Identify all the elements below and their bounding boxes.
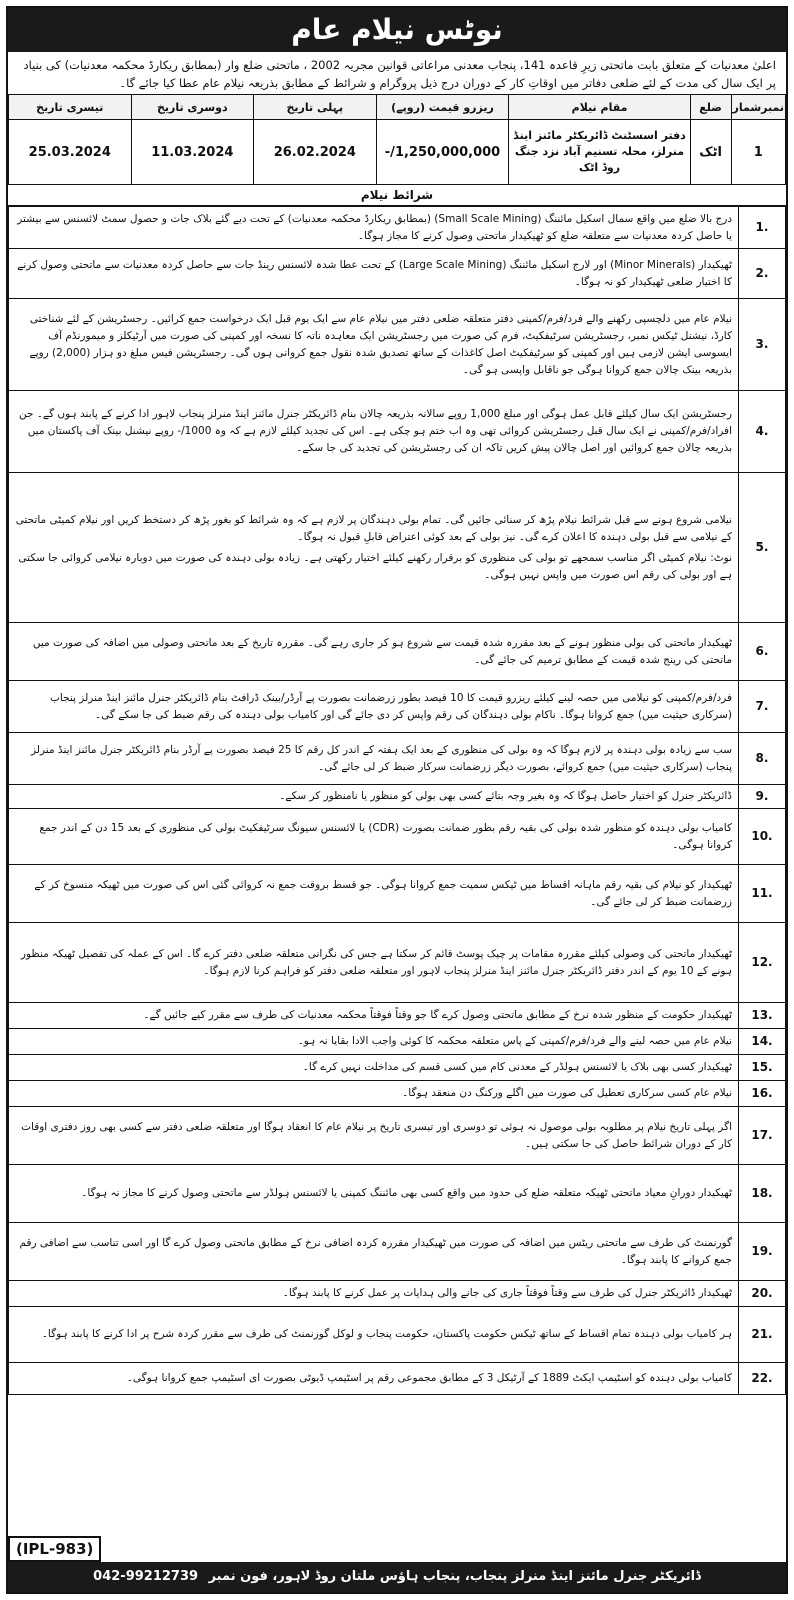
- term-text: [9, 391, 739, 473]
- term-row: [9, 785, 786, 809]
- term-text: [9, 249, 739, 299]
- term-text: [9, 1107, 739, 1165]
- notice-intro: اعلیٰ معدنیات کے متعلق بابت ماتحتی زیرِ قاعدہ 141، پنجاب معدنی مراعاتی قوانین مجریہ 2002 ، ماتحتی ضلع وار (بمطابق ریکارڈ محکمہ معدنیات) کی بنیاد پر ایک سال کی مدت کے لئے ضلعی دفاتر میں اوقاتِ کار کے دوران درج ذیل پروگرام و شرائط کے مطابق بذریعہ نیلام عام عطا کیا جائے گا۔: [23, 58, 776, 90]
- term-text: [9, 923, 739, 1003]
- header-district: ضلع: [690, 95, 731, 120]
- footer-text: ڈائریکٹر جنرل مائنز اینڈ منرلز پنجاب، پنجاب ہاؤس ملتان روڈ لاہور، فون نمبر: [208, 1569, 701, 1584]
- term-row: [9, 1081, 786, 1107]
- term-text: [9, 1307, 739, 1363]
- header-first-date: پہلی تاریخ: [254, 95, 377, 120]
- term-body: ٹھیکیدار دورانِ معیاد ماتحتی ٹھیکہ متعلقہ ضلع کی حدود میں واقع کسی بھی مائننگ کمپنی یا لائسنس ہولڈر سے ماتحتی وصول کرنے کا مجاز نہ ہوگا۔: [81, 1187, 732, 1199]
- term-number: 21.: [739, 1307, 786, 1363]
- term-row: [9, 249, 786, 299]
- term-body: ٹھیکیدار ماتحتی کی بولی منظور ہونے کے بعد مقررہ شدہ قیمت سے شروع ہو کر جاری رہے گی۔ مقررہ تاریخ کے بعد ماتحتی وصولی میں اضافہ کی صورت میں ماتحتی کی رینج شدہ قیمت کے مطابق ترمیم کی جائے گی۔: [32, 636, 732, 666]
- term-row: [9, 733, 786, 785]
- term-row: [9, 1055, 786, 1081]
- term-text: [9, 623, 739, 681]
- header-reserve: ریزرو قیمت (روپے): [376, 95, 509, 120]
- term-number: 17.: [739, 1107, 786, 1165]
- term-row: [9, 207, 786, 249]
- term-number: 20.: [739, 1281, 786, 1307]
- term-number: 1.: [739, 207, 786, 249]
- term-body: گورنمنٹ کی طرف سے ماتحتی ریٹس میں اضافہ کی صورت میں ٹھیکیدار مقررہ کردہ اضافی نرخ کے مطابق ماتحتی وصول کرے گا اور اسی تناسب سے اضافی رقم جمع کروانے کا پابند ہوگا۔: [19, 1236, 732, 1266]
- terms-title: شرائط نیلام: [8, 185, 786, 206]
- term-number: 13.: [739, 1003, 786, 1029]
- term-row: [9, 473, 786, 623]
- header-second-date: دوسری تاریخ: [131, 95, 254, 120]
- term-body: رجسٹریشن ایک سال کیلئے قابل عمل ہوگی اور مبلغ 1,000 روپے سالانہ بذریعہ چالان بنام ڈائریکٹر جنرل مائنز اینڈ منرلز پنجاب لاہور ادا کرنے کے پابند ہوں گے۔ جن افراد/فرم/کمپنی نے ایک سال قبل رجسٹریشن کروائی تھی وہ اب ختم ہو چکی ہے۔ اس کی تجدید کیلئے لازم ہے کہ وہ 1000/- روپے نیشنل بینک آف پاکستان میں بذریعہ چالان جمع کروائیں اور اصل چالان پیش کریں تاکہ ان کی رجسٹریشن کی تجدید کی جا سکے۔: [18, 408, 732, 454]
- term-body: کامیاب بولی دہندہ کو منظور شدہ بولی کی بقیہ رقم بطور ضمانت بصورت (CDR) یا لائسنس سیونگ سرٹیفکیٹ بولی کی منظوری کے بعد 15 دن کے اندر جمع کروانا ہوگی۔: [39, 821, 732, 851]
- term-row: [9, 1223, 786, 1281]
- term-body: سب سے زیادہ بولی دہندہ پر لازم ہوگا کہ وہ بولی کی منظوری کے بعد ایک ہفتہ کے اندر کل رقم کا 25 فیصد بصورت پے آرڈر بنام ڈائریکٹر جنرل مائنز اینڈ منرلز پنجاب (سرکاری حیثیت میں) جمع کروائے، بصورت دیگر زرضمانت سرکار ضبط کر لی جائے گی۔: [31, 743, 732, 773]
- term-text: [9, 681, 739, 733]
- term-body: ٹھیکیدار کو نیلام کی بقیہ رقم ماہانہ اقساط میں ٹیکس سمیت جمع کروانا ہوگی۔ جو قسط بروقت جمع نہ کروائی گئی اس کی صورت میں ٹھیکہ منسوخ کر کے زرضمانت ضبط کر لی جائے گی۔: [34, 878, 732, 908]
- term-row: [9, 809, 786, 865]
- term-row: [9, 391, 786, 473]
- term-body: ہر کامیاب بولی دہندہ تمام اقساط کے ساتھ ٹیکس حکومت پاکستان، حکومت پنجاب و لوکل گورنمنٹ کی طرف سے مقرر کردہ شرح پر ادا کرنے کا پابند ہوگا۔: [41, 1328, 732, 1340]
- term-row: [9, 623, 786, 681]
- header-third-date: تیسری تاریخ: [9, 95, 132, 120]
- term-body: کامیاب بولی دہندہ کو اسٹیمپ ایکٹ 1889 کے آرٹیکل 3 کے مطابق مجموعی رقم پر اسٹیمپ ڈیوٹی بصورت ای اسٹیمپ جمع کروانا ہوگی۔: [126, 1372, 732, 1384]
- row-second-date: 11.03.2024: [131, 120, 254, 185]
- term-number: 10.: [739, 809, 786, 865]
- term-text: [9, 1003, 739, 1029]
- term-body: نیلام عام کسی سرکاری تعطیل کی صورت میں اگلے ورکنگ دن منعقد ہوگا۔: [402, 1087, 732, 1099]
- term-text: [9, 473, 739, 623]
- term-text: [9, 809, 739, 865]
- term-number: 16.: [739, 1081, 786, 1107]
- term-body: نیلام عام میں دلچسپی رکھنے والے فرد/فرم/کمپنی دفتر متعلقہ ضلعی دفتر میں نیلام عام سے ایک یوم قبل ایک درخواست جمع کرائیں۔ رجسٹریشن کے لئے شناختی کارڈ، نیشنل ٹیکس نمبر، رجسٹریشن سرٹیفکیٹ، فرم کی صورت میں رجسٹریشن ایک معاہدہ ناتہ کا نسخہ اور کمپنی کی صورت میں آرٹیکلز و میمورنڈم آف ایسوسی ایشن لازمی ہیں اور کمپنی کو سرٹیفکیٹ اصل کاغذات کے ساتھ تصدیق شدہ نقول جمع کروانی ہوں گی۔ رجسٹریشن فیس مبلغ دو ہزار (2,000) روپے بذریعہ بینک چالان جمع کروانا ہوگی جو ناقابل واپسی ہو گی۔: [29, 312, 732, 376]
- term-row: [9, 1281, 786, 1307]
- term-text: [9, 1165, 739, 1223]
- term-number: 11.: [739, 865, 786, 923]
- term-number: 5.: [739, 473, 786, 623]
- term-body: درج بالا ضلع میں واقع سمال اسکیل مائننگ (Small Scale Mining) (بمطابق ریکارڈ محکمہ معدنیات) کے تحت دیے گئے بلاک جات و حصول سمٹ لائسنس سے بیشتر یا حاصل کردہ معدنیات سے متعلقہ ضلع کو ٹھیکیدار ماتحتی وصول کرنے کا مجاز ہوگا۔: [17, 212, 732, 242]
- row-sr: 1: [731, 120, 786, 185]
- ipl-code: (IPL-983): [8, 1536, 101, 1562]
- term-number: 22.: [739, 1363, 786, 1395]
- term-body: اگر پہلی تاریخ نیلام پر مطلوبہ بولی موصول نہ ہوئی تو دوسری اور تیسری تاریخ پر نیلام عام کا انعقاد ہوگا اور متعلقہ ضلعی دفتر سے کسی بھی روز دفتری اوقات کار کے دوران شرائط حاصل کی جا سکتی ہیں۔: [21, 1120, 732, 1150]
- term-row: [9, 1363, 786, 1395]
- term-text: [9, 299, 739, 391]
- terms-table: [8, 206, 786, 1395]
- term-body: ڈائریکٹر جنرل کو اختیار حاصل ہوگا کہ وہ بغیر وجہ بتائے کسی بھی بولی کو منظور یا نامنظور کر سکے۔: [279, 790, 732, 802]
- term-number: 15.: [739, 1055, 786, 1081]
- term-body: ٹھیکیدار ڈائریکٹر جنرل کی طرف سے وقتاً فوقتاً جاری کی جانے والی ہدایات پر عمل کرنے کا پابند ہوگا۔: [282, 1287, 732, 1299]
- row-office: دفتر اسسٹنٹ ڈائریکٹر مائنز اینڈ منرلز، محلہ تسنیم آباد نزد جنگ روڈ اٹک: [509, 120, 690, 185]
- term-number: 7.: [739, 681, 786, 733]
- term-row: [9, 923, 786, 1003]
- term-number: 19.: [739, 1223, 786, 1281]
- term-number: 9.: [739, 785, 786, 809]
- row-third-date: 25.03.2024: [9, 120, 132, 185]
- row-district: اٹک: [690, 120, 731, 185]
- term-row: [9, 681, 786, 733]
- term-number: 4.: [739, 391, 786, 473]
- auction-table: [8, 94, 786, 185]
- row-first-date: 26.02.2024: [254, 120, 377, 185]
- term-body: نیلام عام میں حصہ لینے والے فرد/فرم/کمپنی کے پاس متعلقہ محکمہ کا کوئی واجب الادا بقایا نہ ہو۔: [297, 1035, 732, 1047]
- term-number: 2.: [739, 249, 786, 299]
- auction-header-row: [9, 95, 786, 120]
- auction-row: [9, 120, 786, 185]
- term-number: 12.: [739, 923, 786, 1003]
- term-row: [9, 1107, 786, 1165]
- term-number: 8.: [739, 733, 786, 785]
- term-row: [9, 1003, 786, 1029]
- term-text: [9, 1081, 739, 1107]
- notice-title: نوٹس نیلام عام: [8, 8, 786, 52]
- notice-page: [6, 6, 788, 1594]
- term-body: نیلامی شروع ہونے سے قبل شرائط نیلام پڑھ کر سنائی جائیں گی۔ تمام بولی دہندگان پر لازم ہے کہ وہ شرائط کو بغور پڑھ کر دستخط کریں اور نیلام کمیٹی ماتحتی کے نیلامی سے قبل بولی دہندہ کا اعلان کرے گی۔ نیز بولی کے بعد کوئی اعتراض قابلِ قبول نہ ہوگا۔: [15, 513, 732, 543]
- term-number: 6.: [739, 623, 786, 681]
- term-body: ٹھیکیدار حکومت کے منظور شدہ نرخ کے مطابق ماتحتی وصول کرے گا جو وقتاً فوقتاً محکمہ معدنیات کی طرف سے مقرر کیے جائیں گے۔: [143, 1009, 732, 1021]
- term-text: [9, 1363, 739, 1395]
- term-text: [9, 785, 739, 809]
- footer-phone: 042-99212739: [93, 1569, 199, 1584]
- term-note: نوٹ: نیلام کمیٹی اگر مناسب سمجھے تو بولی کی منظوری کو برقرار رکھنے کیلئے اختیار رکھتی ہے۔ زیادہ بولی دہندہ کی صورت میں دوبارہ نیلامی کروائی جا سکتی ہے اور بولی کی رقم اس صورت میں واپس نہیں ہوگی۔: [18, 551, 732, 581]
- term-number: 3.: [739, 299, 786, 391]
- header-sr: نمبرشمار: [731, 95, 786, 120]
- term-text: [9, 865, 739, 923]
- term-text: [9, 1055, 739, 1081]
- footer-address: [8, 1562, 786, 1592]
- term-text: [9, 733, 739, 785]
- term-text: [9, 1223, 739, 1281]
- term-number: 14.: [739, 1029, 786, 1055]
- term-number: 18.: [739, 1165, 786, 1223]
- term-body: فرد/فرم/کمپنی کو نیلامی میں حصہ لینے کیلئے ریزرو قیمت کا 10 فیصد بطور زرضمانت بصورت پے آرڈر/بینک ڈرافٹ بنام ڈائریکٹر جنرل مائنز اینڈ منرلز پنجاب (سرکاری حیثیت میں) جمع کروانا ہوگا۔ ناکام بولی دہندگان کی رقم واپس کر دی جائے گی اور کامیاب بولی دہندہ کی رقم ضبط کی جا سکے گی۔: [50, 691, 732, 721]
- term-row: [9, 1165, 786, 1223]
- term-row: [9, 299, 786, 391]
- term-row: [9, 1307, 786, 1363]
- term-body: ٹھیکیدار (Minor Minerals) اور لارج اسکیل مائننگ (Large Scale Mining) کے تحت عطا شدہ لائسنس رینڈ جات سے حاصل کردہ معدنیات سے ماتحتی وصول کرنے کا اختیار ضلعی ٹھیکیدار کو نہ ہوگا۔: [17, 258, 732, 288]
- row-reserve: 1,250,000,000/-: [376, 120, 509, 185]
- header-office: مقام نیلام: [509, 95, 690, 120]
- term-body: ٹھیکیدار ماتحتی کی وصولی کیلئے مقررہ مقامات پر چیک پوسٹ قائم کر سکتا ہے جس کی نگرانی متعلقہ ضلعی دفتر کرے گا۔ اس کے عملہ کی تفصیل ٹھیکہ منظور ہونے کے 10 یوم کے اندر دفتر ڈائریکٹر جنرل مائنز اینڈ منرلز پنجاب لاہور اور متعلقہ ضلعی دفتر کو فراہم کرنا لازم ہوگا۔: [20, 947, 732, 977]
- term-row: [9, 865, 786, 923]
- term-text: [9, 1281, 739, 1307]
- term-text: [9, 1029, 739, 1055]
- term-row: [9, 1029, 786, 1055]
- term-body: ٹھیکیدار کسی بھی بلاک یا لائسنس ہولڈر کے معدنی کام میں کسی قسم کی مداخلت نہیں کرے گا۔: [302, 1061, 732, 1073]
- term-text: [9, 207, 739, 249]
